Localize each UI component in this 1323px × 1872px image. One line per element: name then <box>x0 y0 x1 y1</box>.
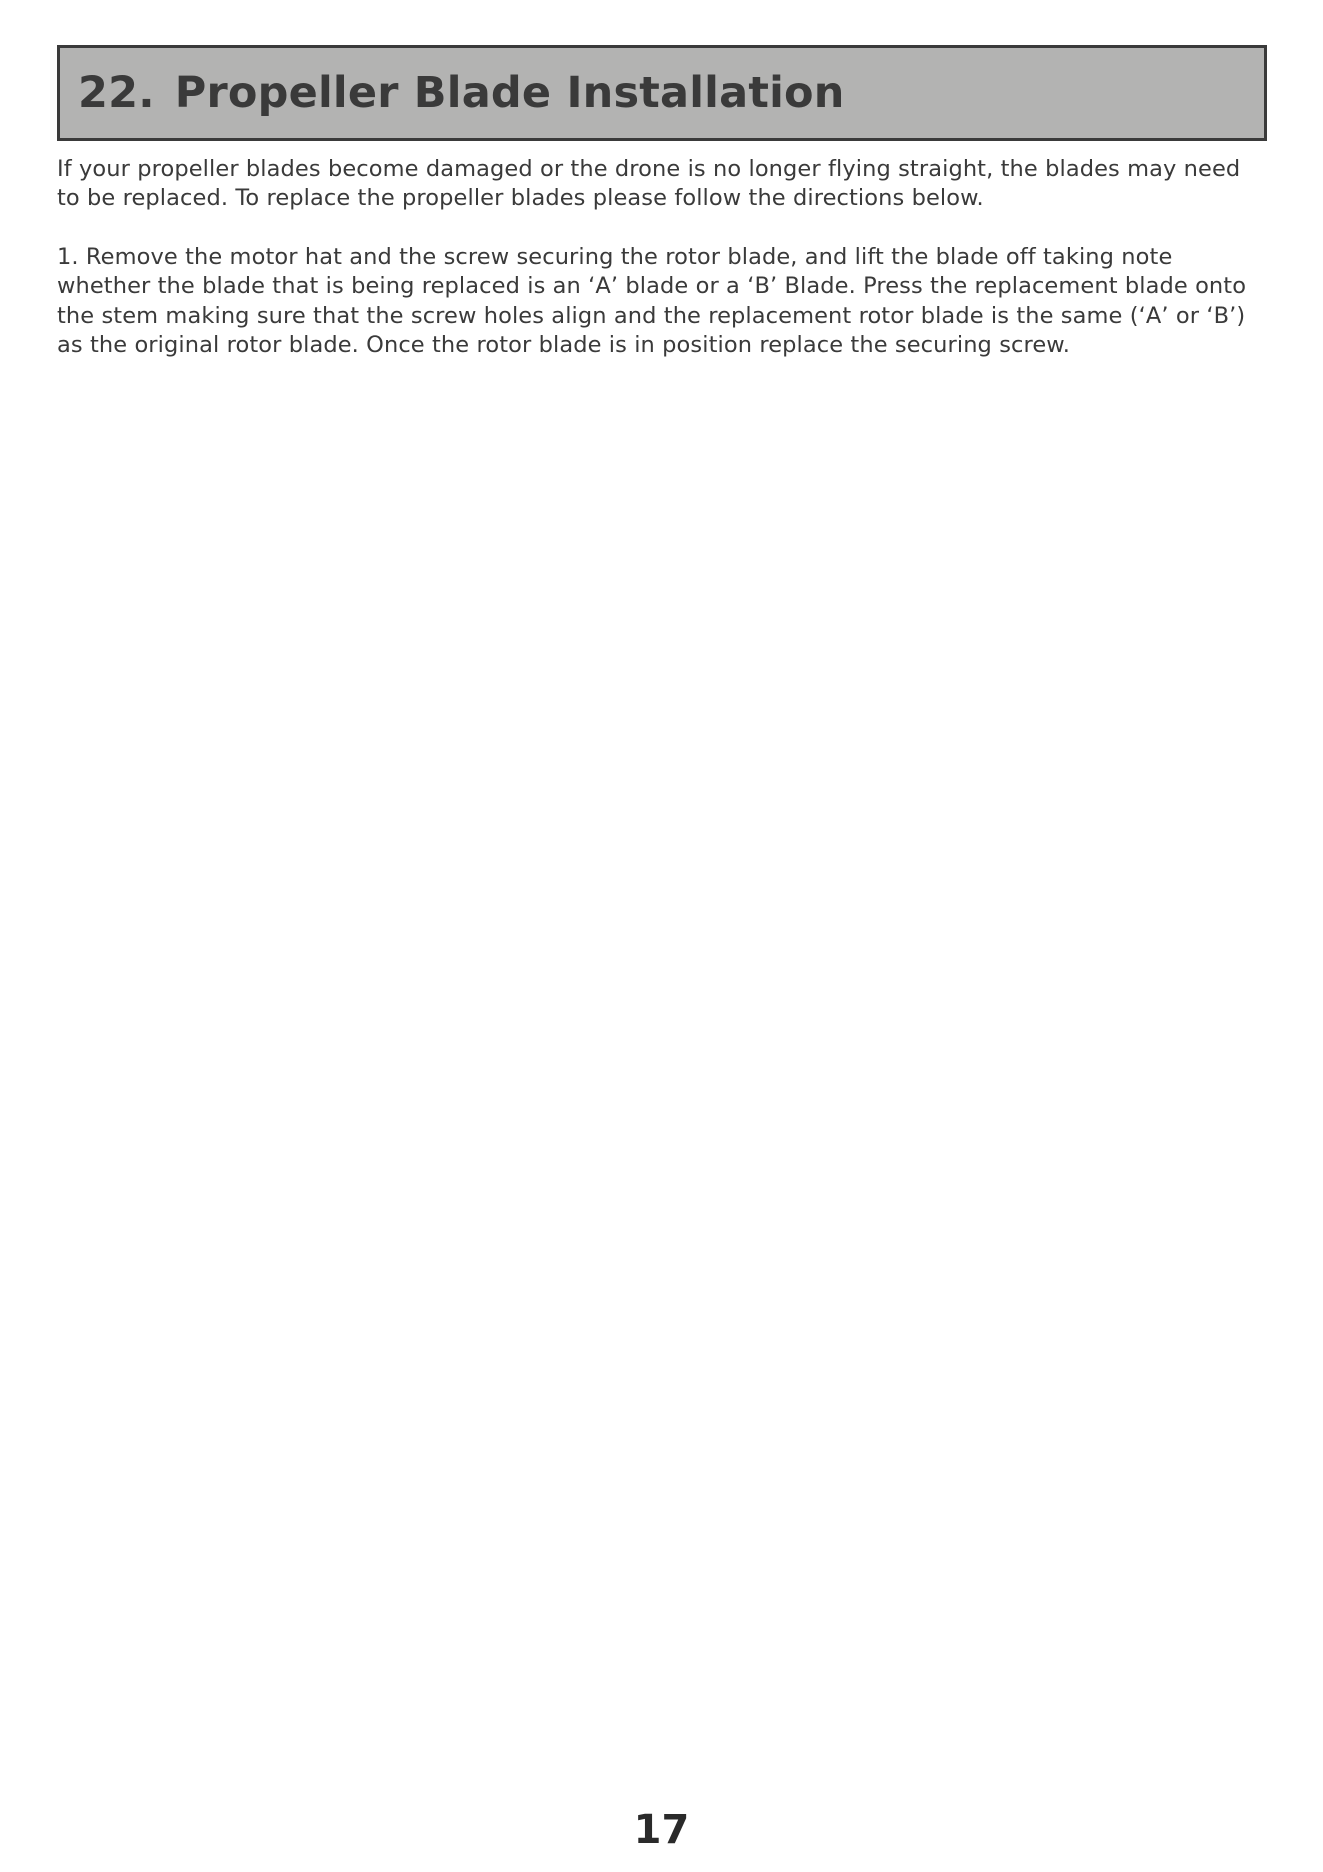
intro-paragraph: If your propeller blades become damaged or the drone is no longer flying straight, the blades may need to be replaced. To replace the propeller blades please follow the directions below. <box>57 156 1241 212</box>
section-header <box>57 45 1267 141</box>
page-number: 17 <box>633 1807 690 1853</box>
section-title <box>78 68 845 118</box>
section-number: 22. <box>78 68 155 118</box>
step-paragraph: 1. Remove the motor hat and the screw securing the rotor blade, and lift the blade off taking note whether the blade that is being replaced is an ‘A’ blade or a ‘B’ Blade. Press the replacement blade onto the stem making sure that the screw holes align and the replacement rotor blade is the same (‘A’ or ‘B’) as the original rotor blade. Once the rotor blade is in position replace the securing screw. <box>57 244 1247 359</box>
section-title-text: Propeller Blade Installation <box>174 68 845 118</box>
